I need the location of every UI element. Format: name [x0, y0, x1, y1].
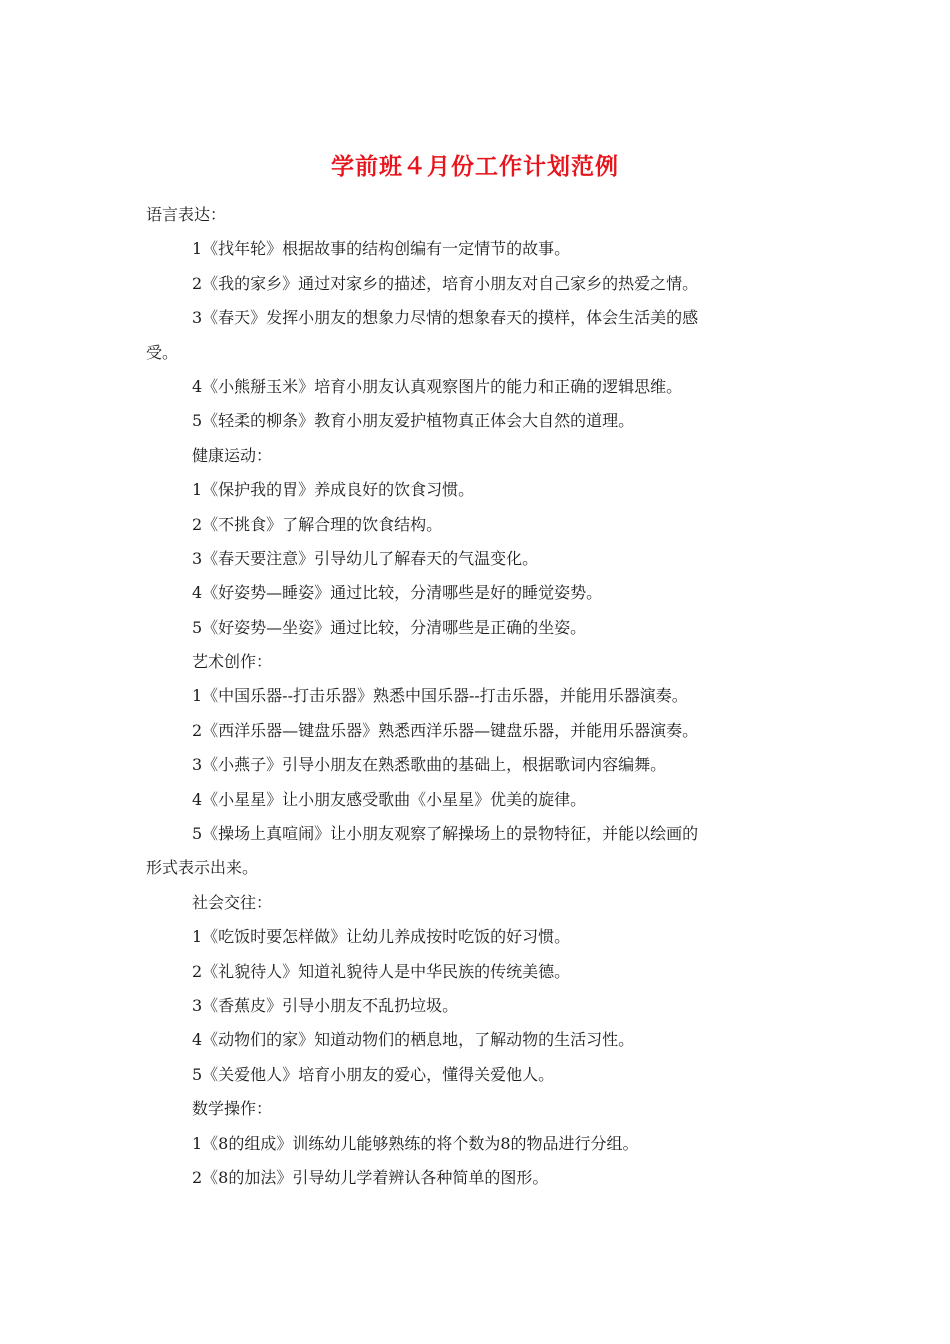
list-item: 1《中国乐器--打击乐器》熟悉中国乐器--打击乐器，并能用乐器演奏。	[192, 686, 688, 706]
list-item: 4《小熊掰玉米》培育小朋友认真观察图片的能力和正确的逻辑思维。	[192, 376, 683, 396]
section-heading-social: 社会交往：	[192, 892, 273, 912]
list-item: 2《8的加法》引导幼儿学着辨认各种简单的图形。	[192, 1167, 549, 1187]
list-item: 2《西洋乐器—键盘乐器》熟悉西洋乐器—键盘乐器，并能用乐器演奏。	[192, 720, 699, 740]
list-item: 1《8的组成》训练幼儿能够熟练的将个数为8的物品进行分组。	[192, 1133, 639, 1153]
list-item-continuation: 受。	[146, 342, 179, 362]
list-item: 4《好姿势—睡姿》通过比较，分清哪些是好的睡觉姿势。	[192, 583, 603, 603]
page-title: 学前班４月份工作计划范例	[331, 153, 619, 180]
list-item: 3《春天》发挥小朋友的想象力尽情的想象春天的摸样，体会生活美的感	[192, 308, 699, 328]
section-heading-art: 艺术创作：	[192, 652, 273, 672]
list-item: 5《好姿势—坐姿》通过比较，分清哪些是正确的坐姿。	[192, 617, 587, 637]
section-heading-health: 健康运动：	[192, 445, 273, 465]
list-item: 2《礼貌待人》知道礼貌待人是中华民族的传统美德。	[192, 961, 571, 981]
list-item: 4《动物们的家》知道动物们的栖息地，了解动物的生活习性。	[192, 1030, 635, 1050]
list-item: 2《不挑食》了解合理的饮食结构。	[192, 514, 443, 534]
list-item: 3《香蕉皮》引导小朋友不乱扔垃圾。	[192, 995, 459, 1015]
list-item-continuation: 形式表示出来。	[146, 858, 259, 878]
list-item: 1《吃饭时要怎样做》让幼儿养成按时吃饭的好习惯。	[192, 927, 571, 947]
list-item: 4《小星星》让小朋友感受歌曲《小星星》优美的旋律。	[192, 789, 587, 809]
list-item: 5《轻柔的柳条》教育小朋友爱护植物真正体会大自然的道理。	[192, 411, 635, 431]
list-item: 5《操场上真喧闹》让小朋友观察了解操场上的景物特征，并能以绘画的	[192, 824, 699, 844]
list-item: 3《小燕子》引导小朋友在熟悉歌曲的基础上，根据歌词内容编舞。	[192, 755, 667, 775]
list-item: 5《关爱他人》培育小朋友的爱心，懂得关爱他人。	[192, 1064, 555, 1084]
section-heading-math: 数学操作：	[192, 1099, 273, 1119]
list-item: 1《找年轮》根据故事的结构创编有一定情节的故事。	[192, 239, 571, 259]
list-item: 2《我的家乡》通过对家乡的描述，培育小朋友对自己家乡的热爱之情。	[192, 273, 699, 293]
section-heading-language: 语言表达：	[146, 205, 227, 224]
document-body	[146, 198, 800, 1195]
list-item: 1《保护我的胃》养成良好的饮食习惯。	[192, 480, 475, 500]
list-item: 3《春天要注意》引导幼儿了解春天的气温变化。	[192, 548, 539, 568]
